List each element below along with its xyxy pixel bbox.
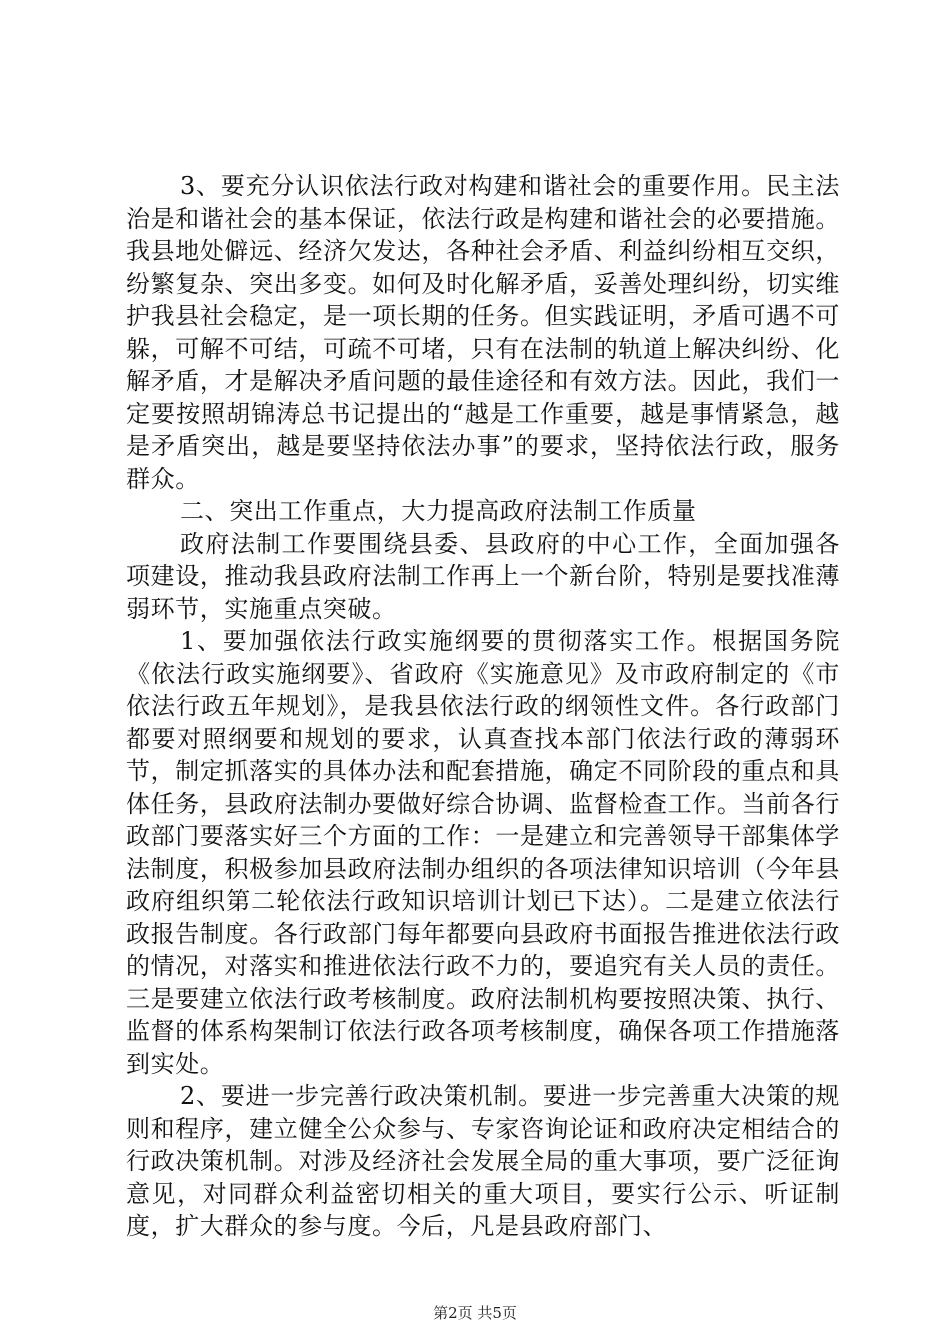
document-body bbox=[126, 170, 840, 1243]
page-number: 第2页 共5页 bbox=[433, 1304, 517, 1322]
section-heading-2: 二、突出工作重点，大力提高政府法制工作质量 bbox=[180, 497, 697, 525]
paragraph-item-1: 1、要加强依法行政实施纲要的贯彻落实工作。根据国务院《依法行政实施纲要》、省政府《实施意见》及市政府制定的《市依法行政五年规划》，是我县依法行政的纲领性文件。各行政部门都要对照纲要和规划的要求，认真查找本部门依法行政的薄弱环节，制定抓落实的具体办法和配套措施，确定不同阶段的重点和具体任务，县政府法制办要做好综合协调、监督检查工作。当前各行政部门要落实好三个方面的工作：一是建立和完善领导干部集体学法制度，积极参加县政府法制办组织的各项法律知识培训（今年县政府组织第二轮依法行政知识培训计划已下达）。二是建立依法行政报告制度。各行政部门每年都要向县政府书面报告推进依法行政的情况，对落实和推进依法行政不力的，要追究有关人员的责任。三是要建立依法行政考核制度。政府法制机构要按照决策、执行、监督的体系构架制订依法行政各项考核制度，确保各项工作措施落到实处。 bbox=[126, 627, 840, 1078]
paragraph-1: 3、要充分认识依法行政对构建和谐社会的重要作用。民主法治是和谐社会的基本保证，依法行政是构建和谐社会的必要措施。我县地处僻远、经济欠发达，各种社会矛盾、利益纠纷相互交织，纷繁复杂、突出多变。如何及时化解矛盾，妥善处理纠纷，切实维护我县社会稳定，是一项长期的任务。但实践证明，矛盾可遇不可躲，可解不可结，可疏不可堵，只有在法制的轨道上解决纠纷、化解矛盾，才是解决矛盾问题的最佳途径和有效方法。因此，我们一定要按照胡锦涛总书记提出的“越是工作重要，越是事情紧急，越是矛盾突出，越是要坚持依法办事”的要求，坚持依法行政，服务群众。 bbox=[126, 172, 840, 493]
paragraph-intro: 政府法制工作要围绕县委、县政府的中心工作，全面加强各项建设，推动我县政府法制工作再上一个新台阶，特别是要找准薄弱环节，实施重点突破。 bbox=[126, 529, 840, 623]
paragraph-item-2: 2、要进一步完善行政决策机制。要进一步完善重大决策的规则和程序，建立健全公众参与、专家咨询论证和政府决定相结合的行政决策机制。对涉及经济社会发展全局的重大事项，要广泛征询意见，对同群众利益密切相关的重大项目，要实行公示、听证制度，扩大群众的参与度。今后，凡是县政府部门、 bbox=[126, 1082, 840, 1240]
